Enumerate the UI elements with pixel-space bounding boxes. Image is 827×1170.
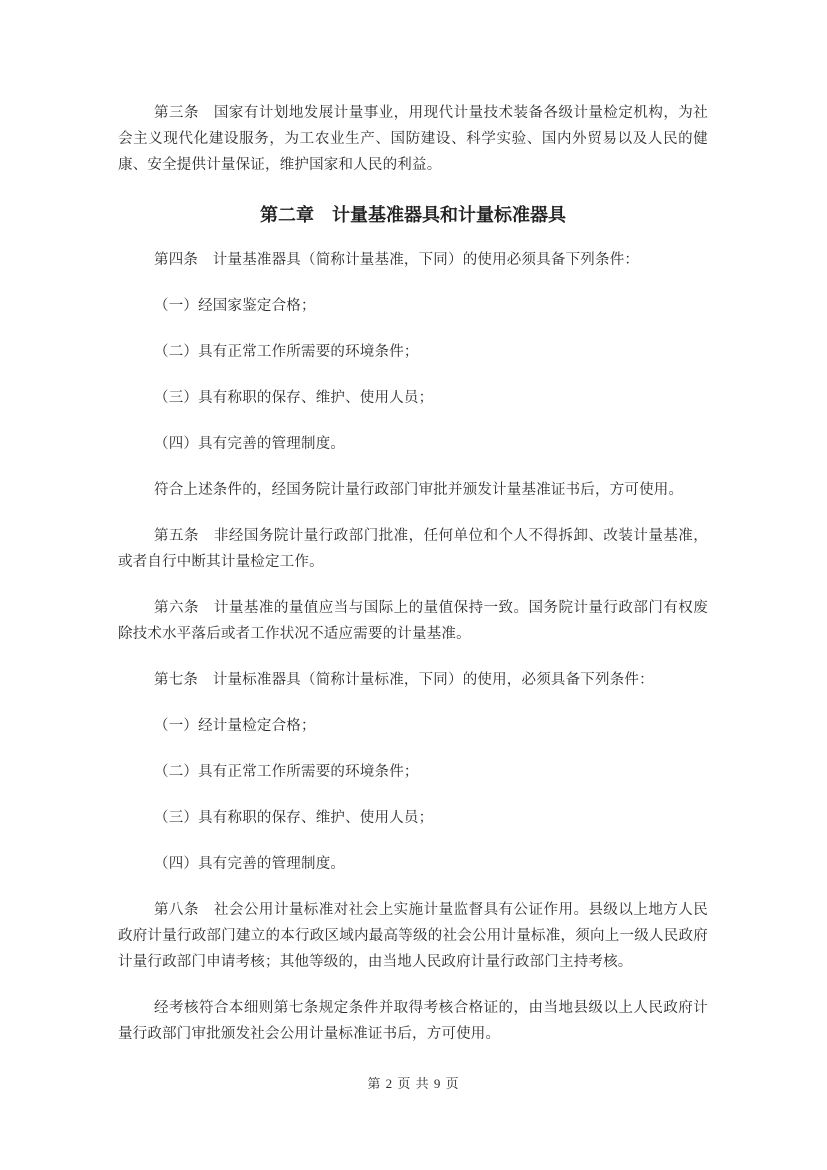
article-4-condition-item-1: （一）经国家鉴定合格；	[154, 298, 316, 314]
article-6-text: 第六条 计量基准的量值应当与国际上的量值保持一致。国务院计量行政部门有权废除技术水平落后或者工作状况不适应需要的计量基准。	[118, 600, 708, 642]
article-7-intro: 第七条 计量标准器具（简称计量标准，下同）的使用，必须具备下列条件：	[154, 672, 654, 688]
article-5-text: 第五条 非经国务院计量行政部门批准，任何单位和个人不得拆卸、改装计量基准，或者自行中断其计量检定工作。	[118, 528, 708, 570]
article-4-condition-item-2: （二）具有正常工作所需要的环境条件；	[154, 344, 419, 360]
article-7-condition-item-3: （三）具有称职的保存、维护、使用人员；	[154, 810, 434, 826]
document-body	[118, 100, 708, 1067]
article-4-condition-item-3: （三）具有称职的保存、维护、使用人员；	[154, 390, 434, 406]
article-3-text: 第三条 国家有计划地发展计量事业，用现代计量技术装备各级计量检定机构，为社会主义现代化建设服务，为工农业生产、国防建设、科学实验、国内外贸易以及人民的健康、安全提供计量保证，维护国家和人民的利益。	[118, 105, 708, 173]
article-7-condition-item-1: （一）经计量检定合格；	[154, 718, 316, 734]
article-4-intro: 第四条 计量基准器具（简称计量基准，下同）的使用必须具备下列条件：	[154, 252, 640, 268]
page-number: 第 2 页 共 9 页	[367, 1076, 460, 1091]
article-4-condition-item-4: （四）具有完善的管理制度。	[154, 436, 346, 452]
article-8-approval-paragraph: 经考核符合本细则第七条规定条件并取得考核合格证的，由当地县级以上人民政府计量行政部门审批颁发社会公用计量标准证书后，方可使用。	[118, 1000, 708, 1042]
article-7-condition-item-4: （四）具有完善的管理制度。	[154, 856, 346, 872]
article-8-text: 第八条 社会公用计量标准对社会上实施计量监督具有公证作用。县级以上地方人民政府计量行政部门建立的本行政区域内最高等级的社会公用计量标准，须向上一级人民政府计量行政部门申请考核；其他等级的，由当地人民政府计量行政部门主持考核。	[118, 902, 708, 970]
article-4-approval-paragraph: 符合上述条件的，经国务院计量行政部门审批并颁发计量基准证书后，方可使用。	[154, 482, 684, 498]
article-7-condition-item-2: （二）具有正常工作所需要的环境条件；	[154, 764, 419, 780]
chapter-2-heading: 第二章 计量基准器具和计量标准器具	[260, 205, 566, 225]
